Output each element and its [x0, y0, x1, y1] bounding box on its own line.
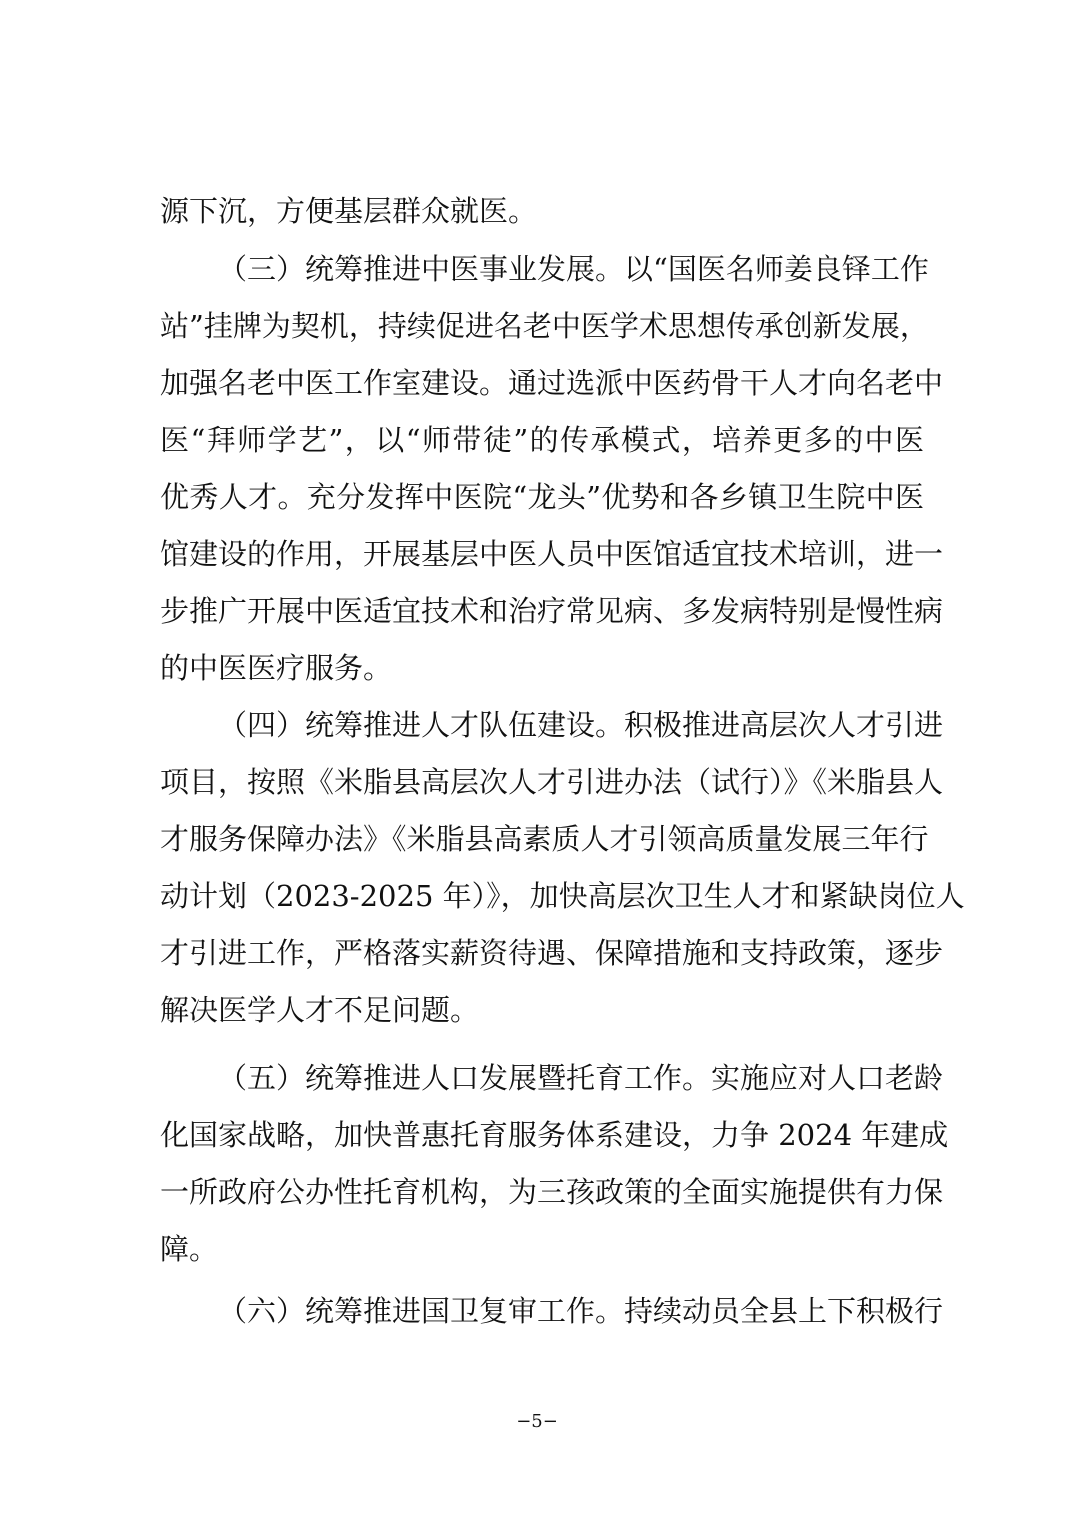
section-heading-line: （三）统筹推进中医事业发展。以“国医名师姜良铎工作 — [218, 252, 929, 286]
text-line: 馆建设的作用，开展基层中医人员中医馆适宜技术培训，进一 — [160, 537, 944, 571]
text-line: 站”挂牌为契机，持续促进名老中医学术思想传承创新发展， — [160, 309, 929, 343]
page-number: −5− — [516, 1411, 558, 1432]
text-line: 才引进工作，严格落实薪资待遇、保障措施和支持政策，逐步 — [160, 936, 944, 970]
section-heading-line: （六）统筹推进国卫复审工作。持续动员全县上下积极行 — [218, 1294, 944, 1328]
text-line: 的中医医疗服务。 — [160, 651, 393, 685]
section-heading-line: （四）统筹推进人才队伍建设。积极推进高层次人才引进 — [218, 708, 944, 742]
text-line: 动计划（2023-2025 年）》，加快高层次卫生人才和紧缺岗位人 — [160, 879, 965, 913]
text-line: 优秀人才。充分发挥中医院“龙头”优势和各乡镇卫生院中医 — [160, 480, 924, 514]
text-line: 步推广开展中医适宜技术和治疗常见病、多发病特别是慢性病 — [160, 594, 944, 628]
text-line: 障。 — [160, 1232, 219, 1266]
text-line: 源下沉，方便基层群众就医。 — [160, 194, 538, 228]
text-line: 一所政府公办性托育机构，为三孩政策的全面实施提供有力保 — [160, 1175, 944, 1209]
text-line: 医“拜师学艺”，以“师带徒”的传承模式，培养更多的中医 — [160, 423, 924, 457]
text-line: 解决医学人才不足问题。 — [160, 993, 480, 1027]
text-line: 化国家战略，加快普惠托育服务体系建设，力争 2024 年建成 — [160, 1118, 949, 1152]
text-line: 才服务保障办法》《米脂县高素质人才引领高质量发展三年行 — [160, 822, 929, 856]
section-heading-line: （五）统筹推进人口发展暨托育工作。实施应对人口老龄 — [218, 1061, 944, 1095]
text-line: 项目，按照《米脂县高层次人才引进办法（试行）》《米脂县人 — [160, 765, 944, 799]
text-line: 加强名老中医工作室建设。通过选派中医药骨干人才向名老中 — [160, 366, 944, 400]
